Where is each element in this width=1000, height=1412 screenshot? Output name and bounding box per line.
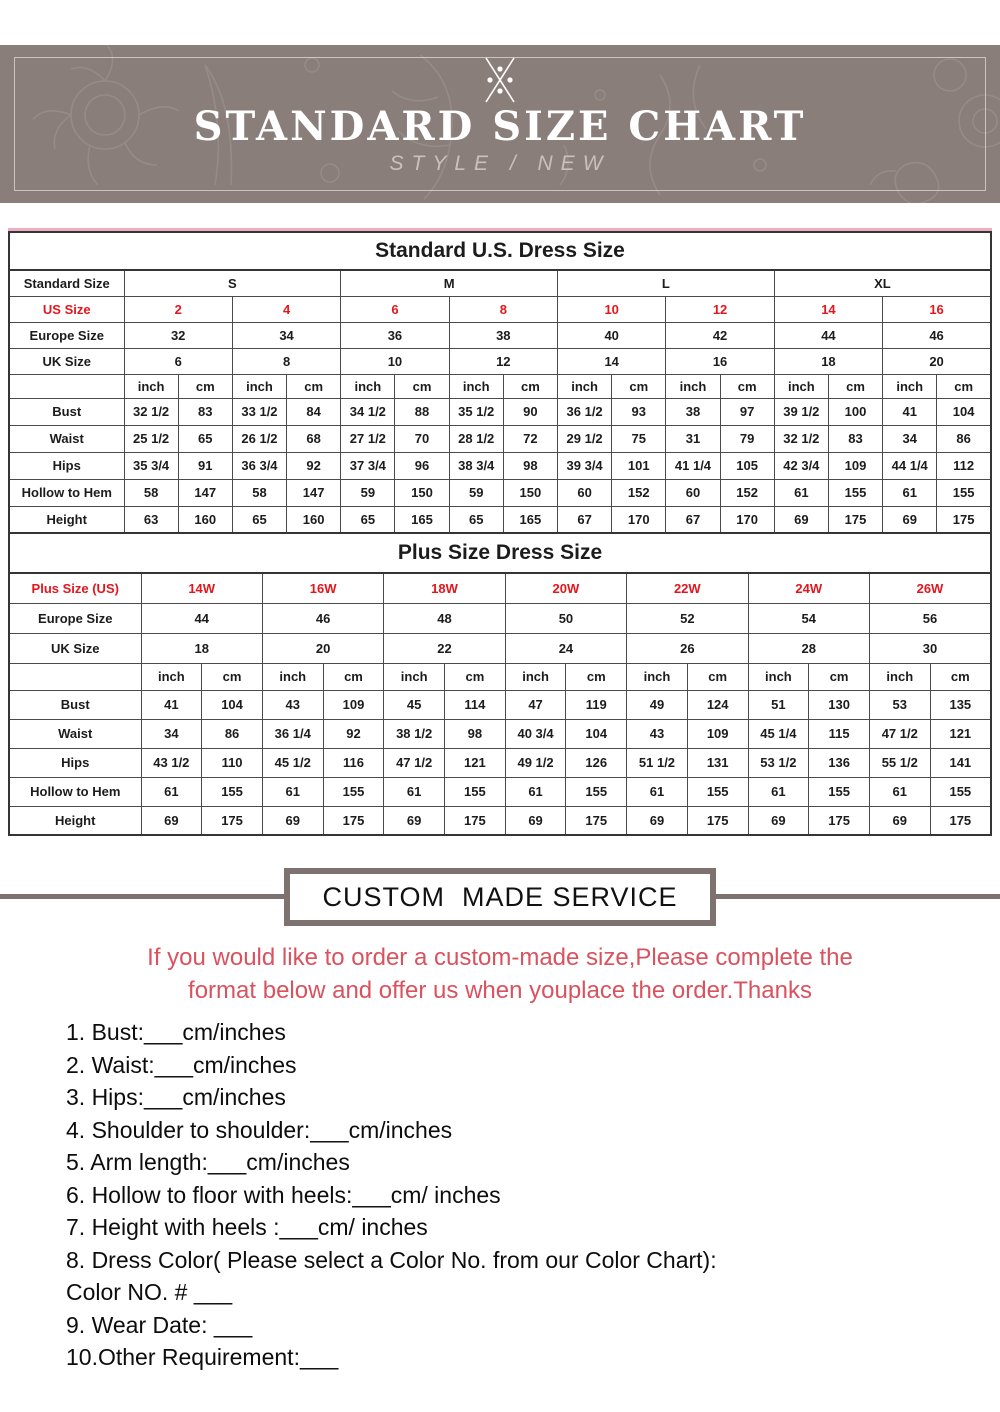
custom-form-line: 10.Other Requirement:___: [66, 1344, 339, 1370]
size-cell: 12: [666, 296, 774, 322]
x-ornament-icon: [474, 56, 526, 104]
unit-cell: inch: [384, 663, 445, 690]
size-cell: 50: [505, 603, 626, 633]
value-cell: 49: [627, 690, 688, 719]
value-cell: 35 3/4: [124, 452, 178, 479]
value-cell: 175: [202, 806, 263, 835]
value-cell: 110: [202, 748, 263, 777]
value-cell: 38: [666, 398, 720, 425]
size-cell: 44: [774, 322, 882, 348]
header-banner: [0, 45, 1000, 203]
unit-cell: cm: [720, 374, 774, 398]
size-cell: 36: [341, 322, 449, 348]
unit-cell: cm: [287, 374, 341, 398]
unit-cell: inch: [774, 374, 828, 398]
row-label: Europe Size: [9, 603, 141, 633]
custom-form-line: Color NO. # ___: [66, 1279, 233, 1305]
value-cell: 58: [232, 479, 286, 506]
size-cell: 22: [384, 633, 505, 663]
row-label: Waist: [9, 425, 124, 452]
row-label: Standard Size: [9, 270, 124, 296]
unit-cell: cm: [445, 663, 506, 690]
page-title: STANDARD SIZE CHART: [193, 103, 807, 150]
value-cell: 70: [395, 425, 449, 452]
value-cell: 58: [124, 479, 178, 506]
value-cell: 116: [323, 748, 384, 777]
unit-cell: cm: [828, 374, 882, 398]
unit-cell: inch: [883, 374, 937, 398]
value-cell: 38 3/4: [449, 452, 503, 479]
value-cell: 69: [883, 506, 937, 533]
unit-cell: cm: [930, 663, 991, 690]
custom-form-line: 5. Arm length:___cm/inches: [66, 1149, 350, 1175]
value-cell: 104: [937, 398, 991, 425]
value-cell: 155: [445, 777, 506, 806]
unit-cell: inch: [869, 663, 930, 690]
value-cell: 136: [809, 748, 870, 777]
value-cell: 33 1/2: [232, 398, 286, 425]
unit-cell: cm: [612, 374, 666, 398]
size-cell: 24W: [748, 573, 869, 603]
value-cell: 29 1/2: [558, 425, 612, 452]
value-cell: 155: [566, 777, 627, 806]
value-cell: 61: [505, 777, 566, 806]
value-cell: 175: [930, 806, 991, 835]
value-cell: 170: [720, 506, 774, 533]
table-title: Plus Size Dress Size: [9, 533, 991, 573]
row-label: Height: [9, 506, 124, 533]
value-cell: 34 1/2: [341, 398, 395, 425]
value-cell: 32 1/2: [124, 398, 178, 425]
size-cell: 44: [141, 603, 262, 633]
size-cell: 52: [627, 603, 748, 633]
value-cell: 53 1/2: [748, 748, 809, 777]
unit-cell: cm: [202, 663, 263, 690]
value-cell: 67: [558, 506, 612, 533]
value-cell: 141: [930, 748, 991, 777]
size-cell: 16: [883, 296, 991, 322]
row-label: Bust: [9, 690, 141, 719]
value-cell: 104: [566, 719, 627, 748]
unit-cell: inch: [449, 374, 503, 398]
size-cell: 26: [627, 633, 748, 663]
value-cell: 72: [503, 425, 557, 452]
standard-size-table: [8, 231, 992, 534]
plus-size-table: [8, 532, 992, 836]
value-cell: 53: [869, 690, 930, 719]
row-label: UK Size: [9, 633, 141, 663]
value-cell: 170: [612, 506, 666, 533]
unit-cell: inch: [558, 374, 612, 398]
value-cell: 165: [395, 506, 449, 533]
value-cell: 150: [395, 479, 449, 506]
size-cell: 32: [124, 322, 232, 348]
unit-cell: cm: [809, 663, 870, 690]
row-label: US Size: [9, 296, 124, 322]
value-cell: 105: [720, 452, 774, 479]
size-cell: 20: [262, 633, 383, 663]
unit-cell: cm: [395, 374, 449, 398]
value-cell: 121: [445, 748, 506, 777]
value-cell: 175: [809, 806, 870, 835]
unit-cell: inch: [505, 663, 566, 690]
unit-cell: inch: [748, 663, 809, 690]
value-cell: 43 1/2: [141, 748, 202, 777]
size-cell: 18W: [384, 573, 505, 603]
value-cell: 175: [687, 806, 748, 835]
size-cell: 38: [449, 322, 557, 348]
value-cell: 45: [384, 690, 445, 719]
value-cell: 60: [666, 479, 720, 506]
value-cell: 92: [323, 719, 384, 748]
value-cell: 115: [809, 719, 870, 748]
value-cell: 160: [287, 506, 341, 533]
size-cell: 10: [341, 348, 449, 374]
value-cell: 61: [141, 777, 202, 806]
row-label: UK Size: [9, 348, 124, 374]
value-cell: 98: [503, 452, 557, 479]
unit-cell: inch: [627, 663, 688, 690]
unit-cell: inch: [262, 663, 323, 690]
value-cell: 39 3/4: [558, 452, 612, 479]
value-cell: 96: [395, 452, 449, 479]
value-cell: 65: [341, 506, 395, 533]
value-cell: 41 1/4: [666, 452, 720, 479]
unit-cell: cm: [323, 663, 384, 690]
value-cell: 69: [748, 806, 809, 835]
value-cell: 47: [505, 690, 566, 719]
value-cell: 109: [687, 719, 748, 748]
size-cell: 28: [748, 633, 869, 663]
value-cell: 83: [178, 398, 232, 425]
value-cell: 69: [384, 806, 445, 835]
unit-cell: inch: [232, 374, 286, 398]
size-cell: 16: [666, 348, 774, 374]
value-cell: 65: [449, 506, 503, 533]
custom-form-line: 3. Hips:___cm/inches: [66, 1084, 286, 1110]
value-cell: 104: [202, 690, 263, 719]
value-cell: 43: [262, 690, 323, 719]
instruction-line: If you would like to order a custom-made size,Please complete the: [147, 944, 853, 971]
row-label: Hips: [9, 452, 124, 479]
value-cell: 42 3/4: [774, 452, 828, 479]
value-cell: 155: [323, 777, 384, 806]
row-label: Waist: [9, 719, 141, 748]
value-cell: 31: [666, 425, 720, 452]
value-cell: 165: [503, 506, 557, 533]
value-cell: 86: [202, 719, 263, 748]
size-cell: M: [341, 270, 558, 296]
value-cell: 147: [287, 479, 341, 506]
size-cell: 46: [883, 322, 991, 348]
value-cell: 51 1/2: [627, 748, 688, 777]
value-cell: 44 1/4: [883, 452, 937, 479]
value-cell: 175: [566, 806, 627, 835]
value-cell: 47 1/2: [384, 748, 445, 777]
size-cell: 4: [232, 296, 340, 322]
custom-made-service-label: CUSTOM MADE SERVICE: [322, 881, 678, 912]
row-label: Hollow to Hem: [9, 479, 124, 506]
size-cell: 20W: [505, 573, 626, 603]
size-cell: 8: [232, 348, 340, 374]
value-cell: 109: [323, 690, 384, 719]
size-cell: 14: [558, 348, 666, 374]
size-cell: 54: [748, 603, 869, 633]
value-cell: 91: [178, 452, 232, 479]
value-cell: 175: [323, 806, 384, 835]
unit-cell: inch: [666, 374, 720, 398]
value-cell: 41: [141, 690, 202, 719]
value-cell: 155: [809, 777, 870, 806]
custom-size-instructions: [0, 941, 1000, 1007]
value-cell: 63: [124, 506, 178, 533]
value-cell: 61: [869, 777, 930, 806]
value-cell: 61: [384, 777, 445, 806]
value-cell: 36 3/4: [232, 452, 286, 479]
row-label: Height: [9, 806, 141, 835]
unit-cell: cm: [566, 663, 627, 690]
value-cell: 39 1/2: [774, 398, 828, 425]
size-cell: S: [124, 270, 341, 296]
size-cell: 46: [262, 603, 383, 633]
table-title: Standard U.S. Dress Size: [9, 232, 991, 270]
value-cell: 131: [687, 748, 748, 777]
value-cell: 90: [503, 398, 557, 425]
value-cell: 49 1/2: [505, 748, 566, 777]
value-cell: 32 1/2: [774, 425, 828, 452]
value-cell: 150: [503, 479, 557, 506]
value-cell: 155: [937, 479, 991, 506]
value-cell: 28 1/2: [449, 425, 503, 452]
value-cell: 69: [141, 806, 202, 835]
size-cell: 8: [449, 296, 557, 322]
value-cell: 34: [883, 425, 937, 452]
value-cell: 69: [505, 806, 566, 835]
value-cell: 155: [930, 777, 991, 806]
value-cell: 92: [287, 452, 341, 479]
value-cell: 41: [883, 398, 937, 425]
value-cell: 34: [141, 719, 202, 748]
value-cell: 155: [202, 777, 263, 806]
custom-form-line: 6. Hollow to floor with heels:___cm/ inches: [66, 1181, 501, 1208]
row-label: Bust: [9, 398, 124, 425]
value-cell: 100: [828, 398, 882, 425]
value-cell: 37 3/4: [341, 452, 395, 479]
custom-form-line: 9. Wear Date: ___: [66, 1311, 253, 1338]
size-cell: 40: [558, 322, 666, 348]
value-cell: 155: [828, 479, 882, 506]
value-cell: 160: [178, 506, 232, 533]
value-cell: 43: [627, 719, 688, 748]
value-cell: 135: [930, 690, 991, 719]
custom-form-line: 7. Height with heels :___cm/ inches: [66, 1214, 428, 1240]
size-cell: 24: [505, 633, 626, 663]
value-cell: 38 1/2: [384, 719, 445, 748]
value-cell: 69: [869, 806, 930, 835]
value-cell: 45 1/4: [748, 719, 809, 748]
value-cell: 119: [566, 690, 627, 719]
value-cell: 175: [937, 506, 991, 533]
value-cell: 124: [687, 690, 748, 719]
value-cell: 79: [720, 425, 774, 452]
value-cell: 59: [341, 479, 395, 506]
value-cell: 175: [445, 806, 506, 835]
size-cell: 26W: [869, 573, 991, 603]
size-cell: 34: [232, 322, 340, 348]
value-cell: 36 1/4: [262, 719, 323, 748]
custom-made-service-header: [0, 868, 1000, 928]
value-cell: 98: [445, 719, 506, 748]
unit-cell: inch: [141, 663, 202, 690]
page-subtitle: STYLE / NEW: [389, 152, 611, 175]
size-cell: 56: [869, 603, 991, 633]
size-tables-section: [8, 228, 992, 836]
row-label: Plus Size (US): [9, 573, 141, 603]
size-cell: 42: [666, 322, 774, 348]
value-cell: 68: [287, 425, 341, 452]
row-label: Europe Size: [9, 322, 124, 348]
size-cell: XL: [774, 270, 991, 296]
value-cell: 83: [828, 425, 882, 452]
value-cell: 65: [178, 425, 232, 452]
row-label: Hollow to Hem: [9, 777, 141, 806]
value-cell: 36 1/2: [558, 398, 612, 425]
unit-cell: cm: [937, 374, 991, 398]
custom-made-service-box: [284, 868, 716, 926]
size-cell: 30: [869, 633, 991, 663]
value-cell: 45 1/2: [262, 748, 323, 777]
size-cell: 18: [774, 348, 882, 374]
value-cell: 40 3/4: [505, 719, 566, 748]
value-cell: 109: [828, 452, 882, 479]
value-cell: 126: [566, 748, 627, 777]
custom-form-line: 2. Waist:___cm/inches: [66, 1051, 297, 1078]
custom-form-line: 1. Bust:___cm/inches: [66, 1019, 286, 1045]
value-cell: 84: [287, 398, 341, 425]
value-cell: 27 1/2: [341, 425, 395, 452]
row-label-empty: [9, 374, 124, 398]
value-cell: 101: [612, 452, 666, 479]
value-cell: 75: [612, 425, 666, 452]
value-cell: 114: [445, 690, 506, 719]
size-cell: 48: [384, 603, 505, 633]
value-cell: 51: [748, 690, 809, 719]
value-cell: 93: [612, 398, 666, 425]
size-cell: 18: [141, 633, 262, 663]
unit-cell: inch: [124, 374, 178, 398]
value-cell: 175: [828, 506, 882, 533]
size-cell: 16W: [262, 573, 383, 603]
custom-form-line: 8. Dress Color( Please select a Color No. from our Color Chart):: [66, 1246, 717, 1273]
value-cell: 47 1/2: [869, 719, 930, 748]
value-cell: 121: [930, 719, 991, 748]
size-cell: 14W: [141, 573, 262, 603]
value-cell: 61: [883, 479, 937, 506]
value-cell: 152: [612, 479, 666, 506]
value-cell: 88: [395, 398, 449, 425]
row-label-empty: [9, 663, 141, 690]
custom-form-line: 4. Shoulder to shoulder:___cm/inches: [66, 1116, 453, 1143]
value-cell: 69: [774, 506, 828, 533]
value-cell: 112: [937, 452, 991, 479]
size-cell: 12: [449, 348, 557, 374]
value-cell: 25 1/2: [124, 425, 178, 452]
size-cell: 22W: [627, 573, 748, 603]
value-cell: 147: [178, 479, 232, 506]
value-cell: 152: [720, 479, 774, 506]
value-cell: 61: [748, 777, 809, 806]
size-cell: 10: [558, 296, 666, 322]
size-cell: 14: [774, 296, 882, 322]
value-cell: 130: [809, 690, 870, 719]
measurement-form-list: [66, 1016, 980, 1374]
value-cell: 65: [232, 506, 286, 533]
row-label: Hips: [9, 748, 141, 777]
value-cell: 97: [720, 398, 774, 425]
value-cell: 59: [449, 479, 503, 506]
value-cell: 155: [687, 777, 748, 806]
value-cell: 26 1/2: [232, 425, 286, 452]
size-cell: L: [558, 270, 775, 296]
size-cell: 6: [124, 348, 232, 374]
value-cell: 61: [774, 479, 828, 506]
size-cell: 6: [341, 296, 449, 322]
value-cell: 86: [937, 425, 991, 452]
unit-cell: cm: [687, 663, 748, 690]
value-cell: 61: [627, 777, 688, 806]
value-cell: 61: [262, 777, 323, 806]
instruction-line: format below and offer us when youplace the order.Thanks: [188, 977, 812, 1004]
unit-cell: cm: [503, 374, 557, 398]
value-cell: 67: [666, 506, 720, 533]
value-cell: 69: [627, 806, 688, 835]
unit-cell: cm: [178, 374, 232, 398]
size-cell: 2: [124, 296, 232, 322]
value-cell: 35 1/2: [449, 398, 503, 425]
size-cell: 20: [883, 348, 991, 374]
unit-cell: inch: [341, 374, 395, 398]
value-cell: 69: [262, 806, 323, 835]
value-cell: 55 1/2: [869, 748, 930, 777]
value-cell: 60: [558, 479, 612, 506]
